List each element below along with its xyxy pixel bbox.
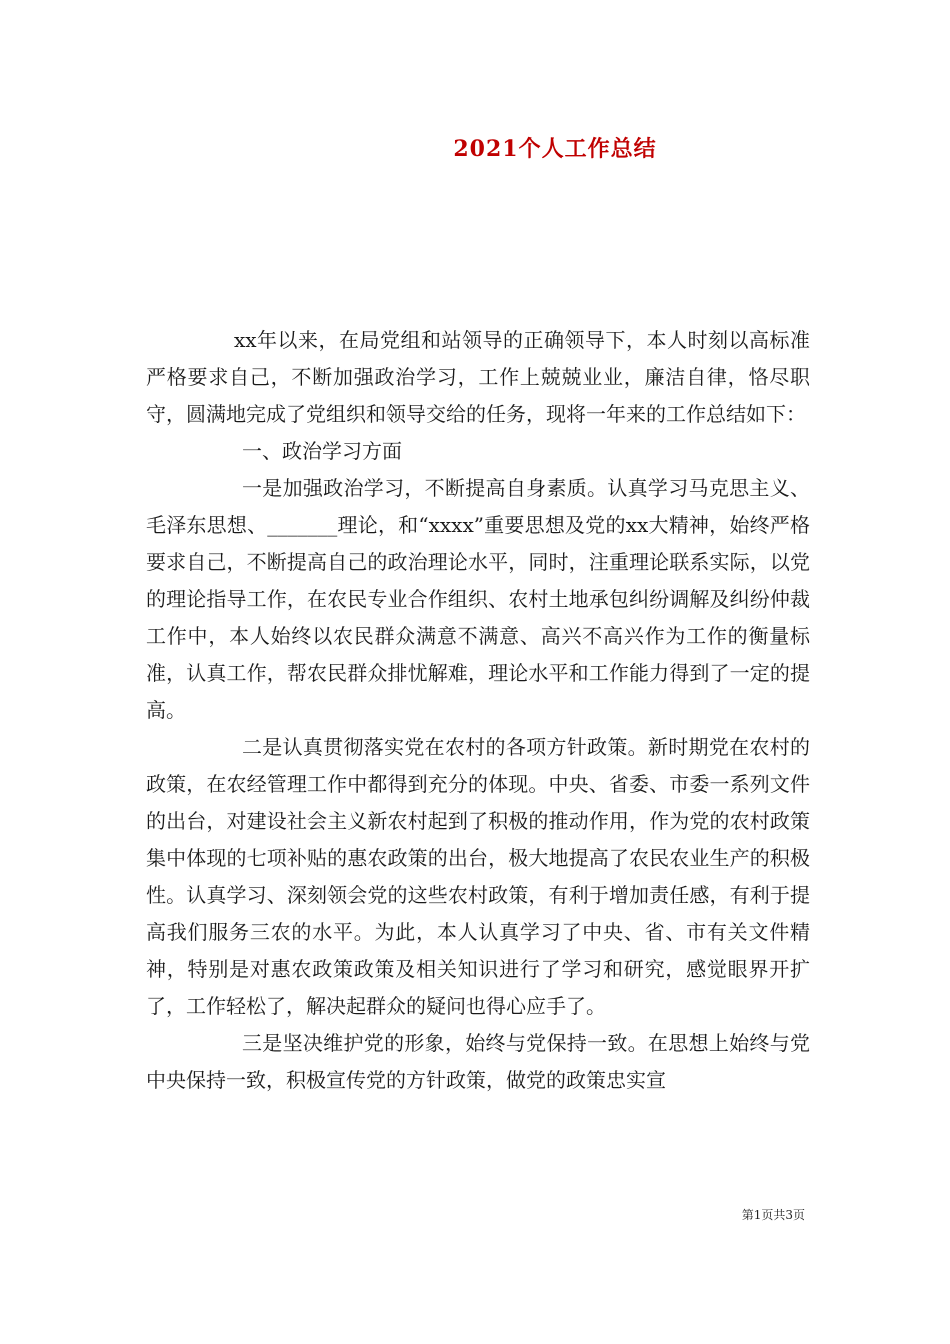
document-title: 2021个人工作总结: [453, 136, 657, 162]
paragraph-2: 二是认真贯彻落实党在农村的各项方针政策。新时期党在农村的政策，在农经管理工作中都得到充分的体现。中央、省委、市委一系列文件的出台，对建设社会主义新农村起到了积极的推动作用，作为党的农村政策集中体现的七项补贴的惠农政策的出台，极大地提高了农民农业生产的积极性。认真学习、深刻领会党的这些农村政策，有利于增加责任感，有利于提高我们服务三农的水平。为此，本人认真学习了中央、省、市有关文件精神，特别是对惠农政策政策及相关知识进行了学习和研究，感觉眼界开扩了，工作轻松了，解决起群众的疑问也得心应手了。: [146, 735, 810, 1018]
paragraph-1: 一是加强政治学习，不断提高自身素质。认真学习马克思主义、毛泽东思想、_______理论，和“xxxx”重要思想及党的xx大精神，始终严格要求自己，不断提高自己的政治理论水平，同时，注重理论联系实际，以党的理论指导工作，在农民专业合作组织、农村土地承包纠纷调解及纠纷仲裁工作中，本人始终以农民群众满意不满意、高兴不高兴作为工作的衡量标准，认真工作，帮农民群众排忧解难，理论水平和工作能力得到了一定的提高。: [146, 476, 810, 722]
paragraph-intro: xx年以来，在局党组和站领导的正确领导下，本人时刻以高标准严格要求自己，不断加强政治学习，工作上兢兢业业，廉洁自律，恪尽职守，圆满地完成了党组织和领导交给的任务，现将一年来的工作总结如下：: [146, 328, 810, 426]
paragraph-3: 三是坚决维护党的形象，始终与党保持一致。在思想上始终与党中央保持一致，积极宣传党的方针政策，做党的政策忠实宣: [146, 1031, 810, 1092]
page-number: 第1页共3页: [741, 1208, 805, 1222]
section-heading: 一、政治学习方面: [242, 439, 402, 463]
document-body: [146, 322, 810, 1099]
